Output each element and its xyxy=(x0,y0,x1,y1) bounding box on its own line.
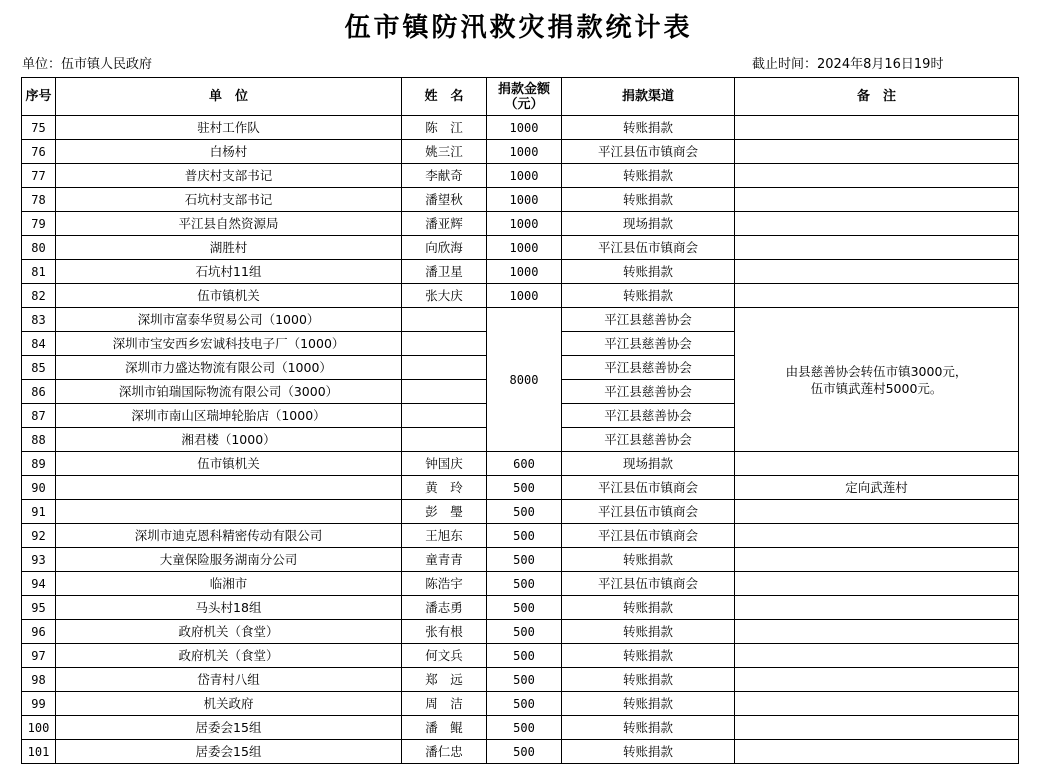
cell-note xyxy=(735,164,1019,188)
cell-name: 姚三江 xyxy=(402,140,487,164)
table-row xyxy=(22,212,1019,236)
cell-channel: 平江县慈善协会 xyxy=(562,380,735,404)
cell-no: 96 xyxy=(22,620,56,644)
cell-unit: 深圳市南山区瑞坤轮胎店（1000） xyxy=(56,404,402,428)
cell-name xyxy=(402,308,487,332)
merged-note-line-1: 由县慈善协会转伍市镇3000元， xyxy=(785,363,968,379)
cell-no: 76 xyxy=(22,140,56,164)
cell-no: 87 xyxy=(22,404,56,428)
cell-amount: 500 xyxy=(487,668,562,692)
cell-name: 李献奇 xyxy=(402,164,487,188)
cell-name xyxy=(402,332,487,356)
cell-name: 何文兵 xyxy=(402,644,487,668)
cell-name: 潘望秋 xyxy=(402,188,487,212)
cell-amount: 1000 xyxy=(487,284,562,308)
merged-amount-cell: 8000 xyxy=(487,308,562,452)
cell-channel: 平江县伍市镇商会 xyxy=(562,140,735,164)
cell-channel: 平江县慈善协会 xyxy=(562,404,735,428)
cell-no: 101 xyxy=(22,740,56,764)
cell-unit: 深圳市富泰华贸易公司（1000） xyxy=(56,308,402,332)
table-row xyxy=(22,188,1019,212)
table-row xyxy=(22,716,1019,740)
cell-amount: 500 xyxy=(487,692,562,716)
table-row xyxy=(22,236,1019,260)
cell-no: 95 xyxy=(22,596,56,620)
cell-unit: 政府机关（食堂） xyxy=(56,620,402,644)
cell-no: 84 xyxy=(22,332,56,356)
cell-name: 彭 璺 xyxy=(402,500,487,524)
cell-note xyxy=(735,572,1019,596)
cell-note xyxy=(735,284,1019,308)
cell-unit: 深圳市迪克恩科精密传动有限公司 xyxy=(56,524,402,548)
cell-amount: 500 xyxy=(487,548,562,572)
merged-note-line-2: 伍市镇武莲村5000元。 xyxy=(810,380,943,396)
cell-amount: 500 xyxy=(487,620,562,644)
table-row xyxy=(22,740,1019,764)
cell-no: 100 xyxy=(22,716,56,740)
cell-no: 79 xyxy=(22,212,56,236)
cell-name: 向欣海 xyxy=(402,236,487,260)
cell-channel: 转账捐款 xyxy=(562,668,735,692)
merged-note-cell xyxy=(735,308,1019,452)
cell-no: 78 xyxy=(22,188,56,212)
cell-channel: 平江县伍市镇商会 xyxy=(562,236,735,260)
cell-name: 陈 江 xyxy=(402,116,487,140)
cell-note xyxy=(735,116,1019,140)
cell-amount: 1000 xyxy=(487,116,562,140)
cell-note xyxy=(735,524,1019,548)
cell-name: 潘志勇 xyxy=(402,596,487,620)
cell-note xyxy=(735,236,1019,260)
table-row xyxy=(22,452,1019,476)
cell-unit: 临湘市 xyxy=(56,572,402,596)
cell-no: 91 xyxy=(22,500,56,524)
table-row xyxy=(22,476,1019,500)
cell-name: 潘 鲲 xyxy=(402,716,487,740)
cell-channel: 转账捐款 xyxy=(562,164,735,188)
header-amount: 捐款金额（元） xyxy=(487,78,562,116)
cell-note xyxy=(735,452,1019,476)
cell-no: 94 xyxy=(22,572,56,596)
cell-note xyxy=(735,500,1019,524)
header-unit: 单 位 xyxy=(56,78,402,116)
cell-amount: 500 xyxy=(487,476,562,500)
cell-name: 潘仁忠 xyxy=(402,740,487,764)
cell-note xyxy=(735,548,1019,572)
cell-name: 郑 远 xyxy=(402,668,487,692)
cell-amount: 1000 xyxy=(487,260,562,284)
cell-channel: 平江县慈善协会 xyxy=(562,428,735,452)
cell-no: 88 xyxy=(22,428,56,452)
cell-name xyxy=(402,380,487,404)
cell-no: 98 xyxy=(22,668,56,692)
cell-no: 86 xyxy=(22,380,56,404)
table-row xyxy=(22,260,1019,284)
header-name: 姓 名 xyxy=(402,78,487,116)
cell-name: 黄 玲 xyxy=(402,476,487,500)
cell-unit: 马头村18组 xyxy=(56,596,402,620)
cell-note xyxy=(735,260,1019,284)
cell-name: 钟国庆 xyxy=(402,452,487,476)
cell-no: 83 xyxy=(22,308,56,332)
cell-note xyxy=(735,140,1019,164)
cell-unit: 伍市镇机关 xyxy=(56,284,402,308)
cell-channel: 转账捐款 xyxy=(562,548,735,572)
table-row xyxy=(22,572,1019,596)
cell-unit: 机关政府 xyxy=(56,692,402,716)
table-row xyxy=(22,548,1019,572)
cell-name xyxy=(402,356,487,380)
header-channel: 捐款渠道 xyxy=(562,78,735,116)
cell-name: 陈浩宇 xyxy=(402,572,487,596)
cell-name: 童青青 xyxy=(402,548,487,572)
cell-unit: 驻村工作队 xyxy=(56,116,402,140)
cell-no: 85 xyxy=(22,356,56,380)
cell-channel: 平江县伍市镇商会 xyxy=(562,524,735,548)
cell-unit: 石坑村支部书记 xyxy=(56,188,402,212)
cell-note xyxy=(735,668,1019,692)
table-row xyxy=(22,692,1019,716)
cell-amount: 500 xyxy=(487,524,562,548)
header-no: 序号 xyxy=(22,78,56,116)
cell-no: 93 xyxy=(22,548,56,572)
cell-name: 张大庆 xyxy=(402,284,487,308)
cell-unit: 深圳市铂瑞国际物流有限公司（3000） xyxy=(56,380,402,404)
cell-channel: 平江县慈善协会 xyxy=(562,308,735,332)
cell-channel: 转账捐款 xyxy=(562,716,735,740)
cell-unit: 大童保险服务湖南分公司 xyxy=(56,548,402,572)
cell-amount: 1000 xyxy=(487,140,562,164)
cell-no: 82 xyxy=(22,284,56,308)
cell-unit: 湘君楼（1000） xyxy=(56,428,402,452)
cell-unit: 居委会15组 xyxy=(56,740,402,764)
cell-unit xyxy=(56,500,402,524)
cell-channel: 转账捐款 xyxy=(562,644,735,668)
cell-no: 75 xyxy=(22,116,56,140)
cell-channel: 平江县慈善协会 xyxy=(562,356,735,380)
table-row xyxy=(22,116,1019,140)
table-row xyxy=(22,284,1019,308)
cell-note xyxy=(735,212,1019,236)
cell-channel: 平江县慈善协会 xyxy=(562,332,735,356)
cell-amount: 500 xyxy=(487,740,562,764)
cell-unit: 石坑村11组 xyxy=(56,260,402,284)
cell-no: 99 xyxy=(22,692,56,716)
cell-channel: 现场捐款 xyxy=(562,212,735,236)
table-row xyxy=(22,668,1019,692)
cell-name: 周 洁 xyxy=(402,692,487,716)
cell-note xyxy=(735,188,1019,212)
cell-channel: 转账捐款 xyxy=(562,740,735,764)
cell-name: 潘卫星 xyxy=(402,260,487,284)
cell-amount: 600 xyxy=(487,452,562,476)
cell-unit: 湖胜村 xyxy=(56,236,402,260)
table-header-row xyxy=(22,78,1019,116)
cell-amount: 1000 xyxy=(487,236,562,260)
cell-note: 定向武莲村 xyxy=(735,476,1019,500)
header-note: 备 注 xyxy=(735,78,1019,116)
cell-channel: 平江县伍市镇商会 xyxy=(562,476,735,500)
cell-no: 97 xyxy=(22,644,56,668)
cell-amount: 500 xyxy=(487,500,562,524)
cell-channel: 平江县伍市镇商会 xyxy=(562,500,735,524)
table-row xyxy=(22,596,1019,620)
cell-amount: 1000 xyxy=(487,212,562,236)
cell-channel: 转账捐款 xyxy=(562,284,735,308)
cell-no: 77 xyxy=(22,164,56,188)
cell-no: 81 xyxy=(22,260,56,284)
table-row xyxy=(22,500,1019,524)
cell-note xyxy=(735,740,1019,764)
cell-name xyxy=(402,404,487,428)
cell-unit: 岱青村八组 xyxy=(56,668,402,692)
cell-unit: 深圳市宝安西乡宏诚科技电子厂（1000） xyxy=(56,332,402,356)
cell-amount: 500 xyxy=(487,644,562,668)
cell-unit: 伍市镇机关 xyxy=(56,452,402,476)
cell-unit: 白杨村 xyxy=(56,140,402,164)
cell-unit: 居委会15组 xyxy=(56,716,402,740)
cell-name: 王旭东 xyxy=(402,524,487,548)
cell-no: 90 xyxy=(22,476,56,500)
cell-note xyxy=(735,716,1019,740)
cell-amount: 500 xyxy=(487,596,562,620)
document-title: 伍市镇防汛救灾捐款统计表 xyxy=(344,13,693,43)
cell-note xyxy=(735,596,1019,620)
donation-table xyxy=(21,77,1019,764)
cell-channel: 平江县伍市镇商会 xyxy=(562,572,735,596)
cell-amount: 500 xyxy=(487,572,562,596)
cell-name: 潘亚辉 xyxy=(402,212,487,236)
deadline-label: 截止时间：2024年8月16日19时 xyxy=(752,57,944,72)
table-row xyxy=(22,308,1019,332)
cell-unit: 深圳市力盛达物流有限公司（1000） xyxy=(56,356,402,380)
cell-no: 92 xyxy=(22,524,56,548)
cell-no: 80 xyxy=(22,236,56,260)
cell-amount: 1000 xyxy=(487,164,562,188)
unit-label: 单位：伍市镇人民政府 xyxy=(22,57,153,72)
cell-unit xyxy=(56,476,402,500)
cell-channel: 转账捐款 xyxy=(562,260,735,284)
cell-channel: 转账捐款 xyxy=(562,188,735,212)
cell-no: 89 xyxy=(22,452,56,476)
cell-channel: 转账捐款 xyxy=(562,116,735,140)
cell-name xyxy=(402,428,487,452)
cell-unit: 普庆村支部书记 xyxy=(56,164,402,188)
cell-channel: 转账捐款 xyxy=(562,692,735,716)
cell-unit: 政府机关（食堂） xyxy=(56,644,402,668)
cell-amount: 500 xyxy=(487,716,562,740)
cell-channel: 转账捐款 xyxy=(562,596,735,620)
table-row xyxy=(22,644,1019,668)
table-row xyxy=(22,524,1019,548)
cell-name: 张有根 xyxy=(402,620,487,644)
table-row xyxy=(22,620,1019,644)
cell-note xyxy=(735,644,1019,668)
cell-note xyxy=(735,620,1019,644)
table-row xyxy=(22,164,1019,188)
cell-amount: 1000 xyxy=(487,188,562,212)
cell-note xyxy=(735,692,1019,716)
cell-unit: 平江县自然资源局 xyxy=(56,212,402,236)
cell-channel: 现场捐款 xyxy=(562,452,735,476)
table-row xyxy=(22,140,1019,164)
cell-channel: 转账捐款 xyxy=(562,620,735,644)
